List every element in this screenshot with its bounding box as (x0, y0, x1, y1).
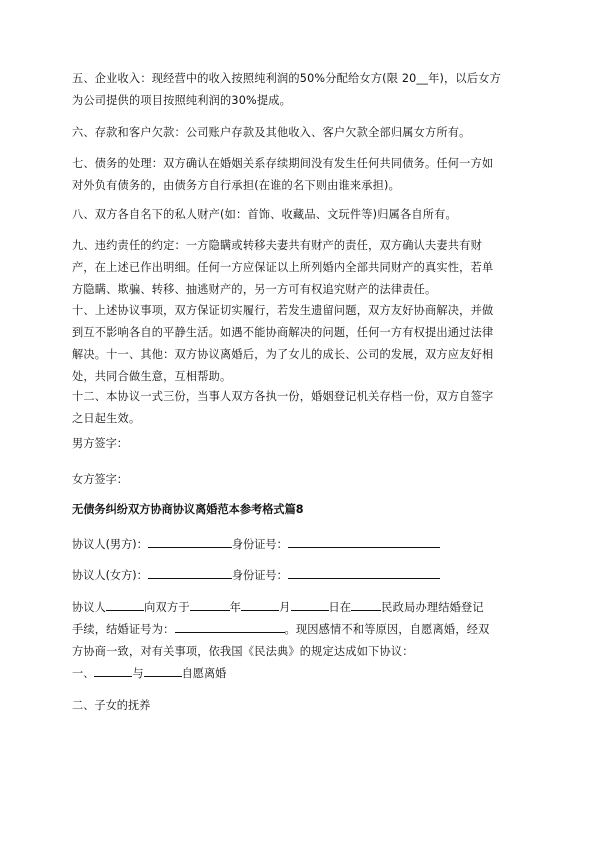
item-1-blank-b (144, 663, 182, 677)
clause-10-line-1: 十、上述协议事项，双方保证切实履行，若发生遗留问题，双方友好协商解决，并做 (72, 304, 494, 317)
clause-7-line-2: 对外负有债务的，由债务方自行承担(在谁的名下则由谁来承担)。 (72, 179, 400, 192)
clause-10-line-2: 到互不影响各自的平静生活。如遇不能协商解决的问题，任何一方有权提出通过法律 (72, 326, 494, 339)
female-name-blank (148, 565, 232, 579)
intro-text-year: 年 (229, 601, 242, 614)
intro-text-cert: 手续，结婚证号为： (72, 623, 175, 636)
item-1-text: 自愿离婚 (181, 667, 227, 680)
section-title: 无债务纠纷双方协商协议离婚范本参考格式篇8 (72, 503, 304, 516)
intro-blank-bureau (351, 597, 381, 611)
clause-9-line-2: 产，在上述已作出明细。任何一方应保证以上所列婚内全部共同财产的真实性，若单 (72, 261, 494, 274)
clause-5-line-2: 为公司提供的项目按照纯利润的30%提成。 (72, 94, 292, 107)
clause-7 (72, 153, 528, 197)
clause-10 (72, 300, 528, 388)
clause-12-line-1: 十二、本协议一式三份，当事人双方各执一份，婚姻登记机关存档一份，双方自签字 (72, 390, 494, 403)
female-id-label: 身份证号： (231, 569, 288, 582)
female-party-row (72, 565, 440, 587)
clause-9 (72, 235, 528, 301)
intro-blank-day (291, 597, 329, 611)
clause-6 (72, 122, 528, 144)
intro-blank-month (241, 597, 279, 611)
intro-text-bureau: 民政局办理结婚登记 (381, 601, 484, 614)
item-1-blank-a (94, 663, 132, 677)
item-1 (72, 663, 226, 685)
male-party-row (72, 534, 440, 556)
male-party-label: 协议人(男方)： (72, 538, 148, 551)
intro-line-2 (72, 619, 528, 641)
clause-7-line-1: 七、债务的处理：双方确认在婚姻关系存续期间没有发生任何共同债务。任何一方如 (72, 157, 494, 170)
clause-5-line-1: 五、企业收入：现经营中的收入按照纯利润的50%分配给女方(限 20__年)，以后女方 (72, 72, 501, 85)
male-signature-label: 男方签字： (72, 437, 128, 450)
clause-6-line-1: 六、存款和客户欠款：公司账户存款及其他收入、客户欠款全部归属女方所有。 (72, 126, 471, 139)
male-id-blank (288, 534, 440, 548)
clause-12 (72, 386, 528, 430)
female-id-blank (288, 565, 440, 579)
clause-9-line-3: 方隐瞒、欺骗、转移、抽逃财产的，另一方可有权追究财产的法律责任。 (72, 283, 437, 296)
intro-text-1: 协议人 (72, 601, 107, 614)
document-page (72, 0, 532, 842)
intro-blank-year (190, 597, 230, 611)
item-2: 二、子女的抚养 (72, 699, 151, 712)
clause-5 (72, 68, 528, 112)
item-1-number: 一、 (72, 667, 95, 680)
clause-9-line-1: 九、违约责任的约定：一方隐瞒或转移夫妻共有财产的责任，双方确认夫妻共有财 (72, 239, 482, 252)
intro-line-3: 方协商一致，对有关事项，依我国《民法典》的规定达成如下协议： (72, 645, 414, 658)
clause-8-line-1: 八、双方各自名下的私人财产(如：首饰、收藏品、文玩件等)归属各自所有。 (72, 208, 457, 221)
intro-text-month: 月 (279, 601, 291, 614)
intro-blank-cert (175, 619, 285, 633)
intro-line-1 (72, 597, 528, 619)
clause-10-line-3: 解决。十一、其他：双方协议离婚后，为了女儿的成长、公司的发展，双方应友好相 (72, 348, 494, 361)
male-name-blank (148, 534, 232, 548)
intro-text-day: 日在 (328, 601, 352, 614)
intro-text-reason: 。现因感情不和等原因，自愿离婚，经双 (284, 623, 490, 636)
intro-text-2: 向双方于 (144, 601, 190, 614)
item-1-and: 与 (132, 667, 144, 680)
clause-10-line-4: 处，共同合做生意，互相帮助。 (72, 370, 232, 383)
male-id-label: 身份证号： (231, 538, 288, 551)
clause-8 (72, 204, 528, 226)
female-signature-label: 女方签字： (72, 473, 128, 486)
intro-paragraph (72, 597, 528, 663)
female-party-label: 协议人(女方)： (72, 569, 148, 582)
clause-12-line-2: 之日起生效。 (72, 412, 141, 425)
intro-blank-1 (106, 597, 144, 611)
